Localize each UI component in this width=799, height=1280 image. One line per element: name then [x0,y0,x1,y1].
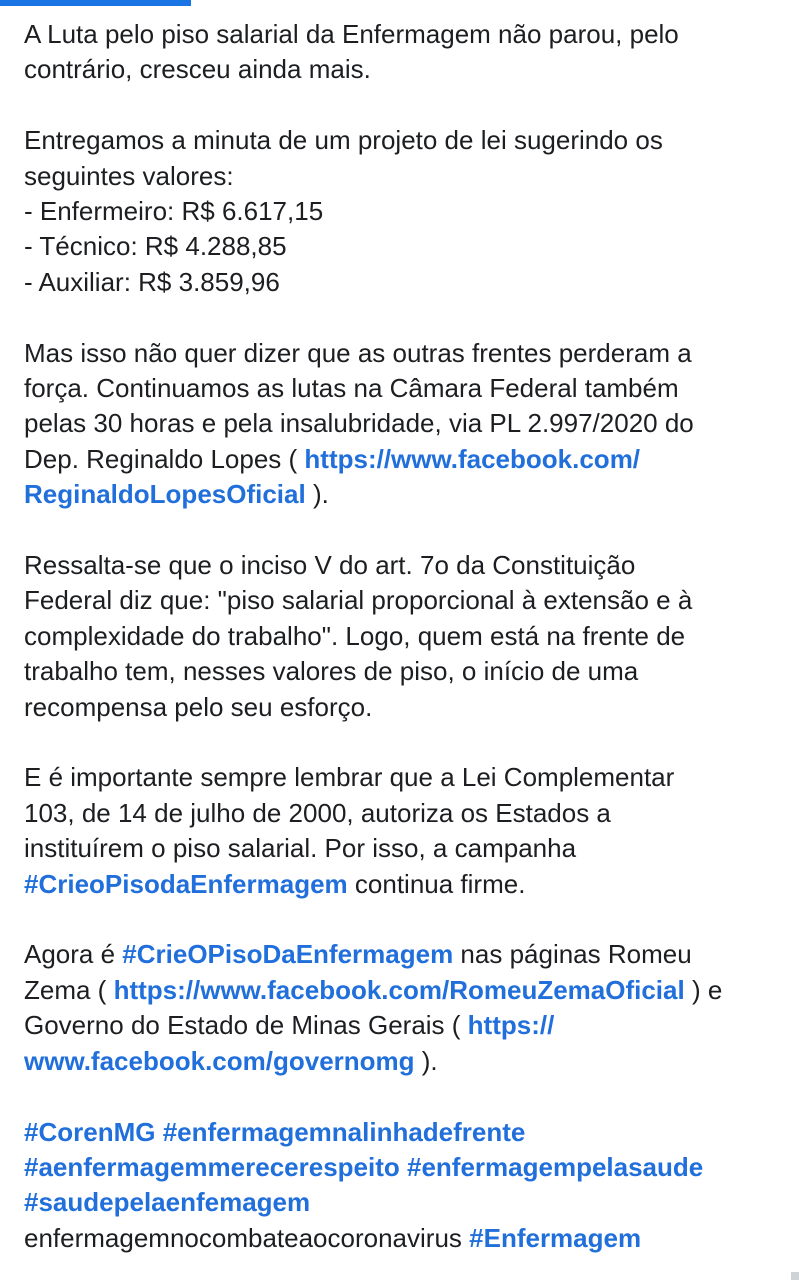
hashtag-crieopisodaenfermagem[interactable]: #CrieoPisodaEnfermagem [24,868,348,899]
text-line [24,1185,764,1220]
value-auxiliar: - Auxiliar: R$ 3.859,96 [24,266,280,297]
hashtag-enfermagemnalinhadefrente[interactable]: #enfermagemnalinhadefrente [162,1116,526,1147]
text-line: seguintes valores: [24,160,234,191]
paragraph-intro [24,17,764,88]
text-segment: Dep. Reginaldo Lopes ( [24,443,305,474]
governo-mg-link-cont[interactable]: www.facebook.com/governomg [24,1045,415,1076]
text-segment: nas páginas Romeu [453,939,692,970]
text-line: A Luta pelo piso salarial da Enfermagem não parou, pelo [24,19,679,49]
text-line [24,1221,764,1256]
text-line [24,1150,764,1185]
text-line [24,973,764,1008]
value-tecnico: - Técnico: R$ 4.288,85 [24,231,287,262]
hashtag-crieopisodaenfermagem-2[interactable]: #CrieOPisoDaEnfermagem [122,939,454,970]
text-line: Federal diz que: "piso salarial proporcional à extensão e à [24,585,693,616]
text-line [24,1115,764,1150]
text-line [24,477,764,512]
text-segment: ). [414,1045,438,1076]
text-line: Entregamos a minuta de um projeto de lei sugerindo os [24,125,663,156]
text-line: trabalho tem, nesses valores de piso, o início de uma [24,656,639,687]
text-segment: continua firme. [347,868,526,899]
text-line [24,867,764,902]
text-line: recompensa pelo seu esforço. [24,691,373,722]
value-enfermeiro: - Enfermeiro: R$ 6.617,15 [24,196,324,227]
governo-mg-link[interactable]: https:// [467,1010,555,1041]
text-segment: Agora é [24,939,123,970]
text-segment: Governo do Estado de Minas Gerais ( [24,1010,468,1041]
paragraph-values [24,123,764,300]
paragraph-law [24,760,764,902]
text-line [24,442,764,477]
reginaldo-lopes-link[interactable]: https://www.facebook.com/ [304,443,641,474]
text-line [24,1008,764,1043]
text-line: Ressalta-se que o inciso V do art. 7o da Constituição [24,550,636,581]
reginaldo-lopes-link-cont[interactable]: ReginaldoLopesOficial [24,479,306,510]
paragraph-pages [24,937,764,1079]
text-line: complexidade do trabalho". Logo, quem está na frente de [24,620,686,651]
text-segment: ). [305,479,329,510]
text-line: Mas isso não quer dizer que as outras frentes perderam a [24,337,692,368]
hashtag-aenfermagemmerecerespeito[interactable]: #aenfermagemmerecerespeito [24,1151,400,1182]
hashtag-corenmg[interactable]: #CorenMG [24,1116,156,1147]
text-line: E é importante sempre lembrar que a Lei Complementar [24,762,675,793]
text-line [24,1044,764,1079]
text-line [24,937,764,972]
text-segment: Zema ( [24,974,114,1005]
hashtag-saudepelaenfemagem[interactable]: #saudepelaenfemagem [24,1187,311,1218]
scroll-handle[interactable] [791,1272,799,1280]
hashtag-enfermagempelasaude[interactable]: #enfermagempelasaude [407,1151,704,1182]
post-text [24,17,764,1256]
text-line: contrário, cresceu ainda mais. [24,54,371,85]
paragraph-constitution [24,548,764,725]
text-segment: ) e [684,974,723,1005]
paragraph-other-fronts [24,336,764,513]
story-progress-bar [0,0,191,6]
text-line: força. Continuamos as lutas na Câmara Federal também [24,373,679,404]
text-segment: enfermagemnocombateaocoronavirus [24,1222,470,1253]
paragraph-hashtags [24,1115,764,1257]
text-line: instituírem o piso salarial. Por isso, a campanha [24,833,577,864]
hashtag-enfermagem[interactable]: #Enfermagem [469,1222,642,1253]
text-line: 103, de 14 de julho de 2000, autoriza os Estados a [24,797,611,828]
romeu-zema-link[interactable]: https://www.facebook.com/RomeuZemaOficial [113,974,685,1005]
text-line: pelas 30 horas e pela insalubridade, via PL 2.997/2020 do [24,408,694,439]
